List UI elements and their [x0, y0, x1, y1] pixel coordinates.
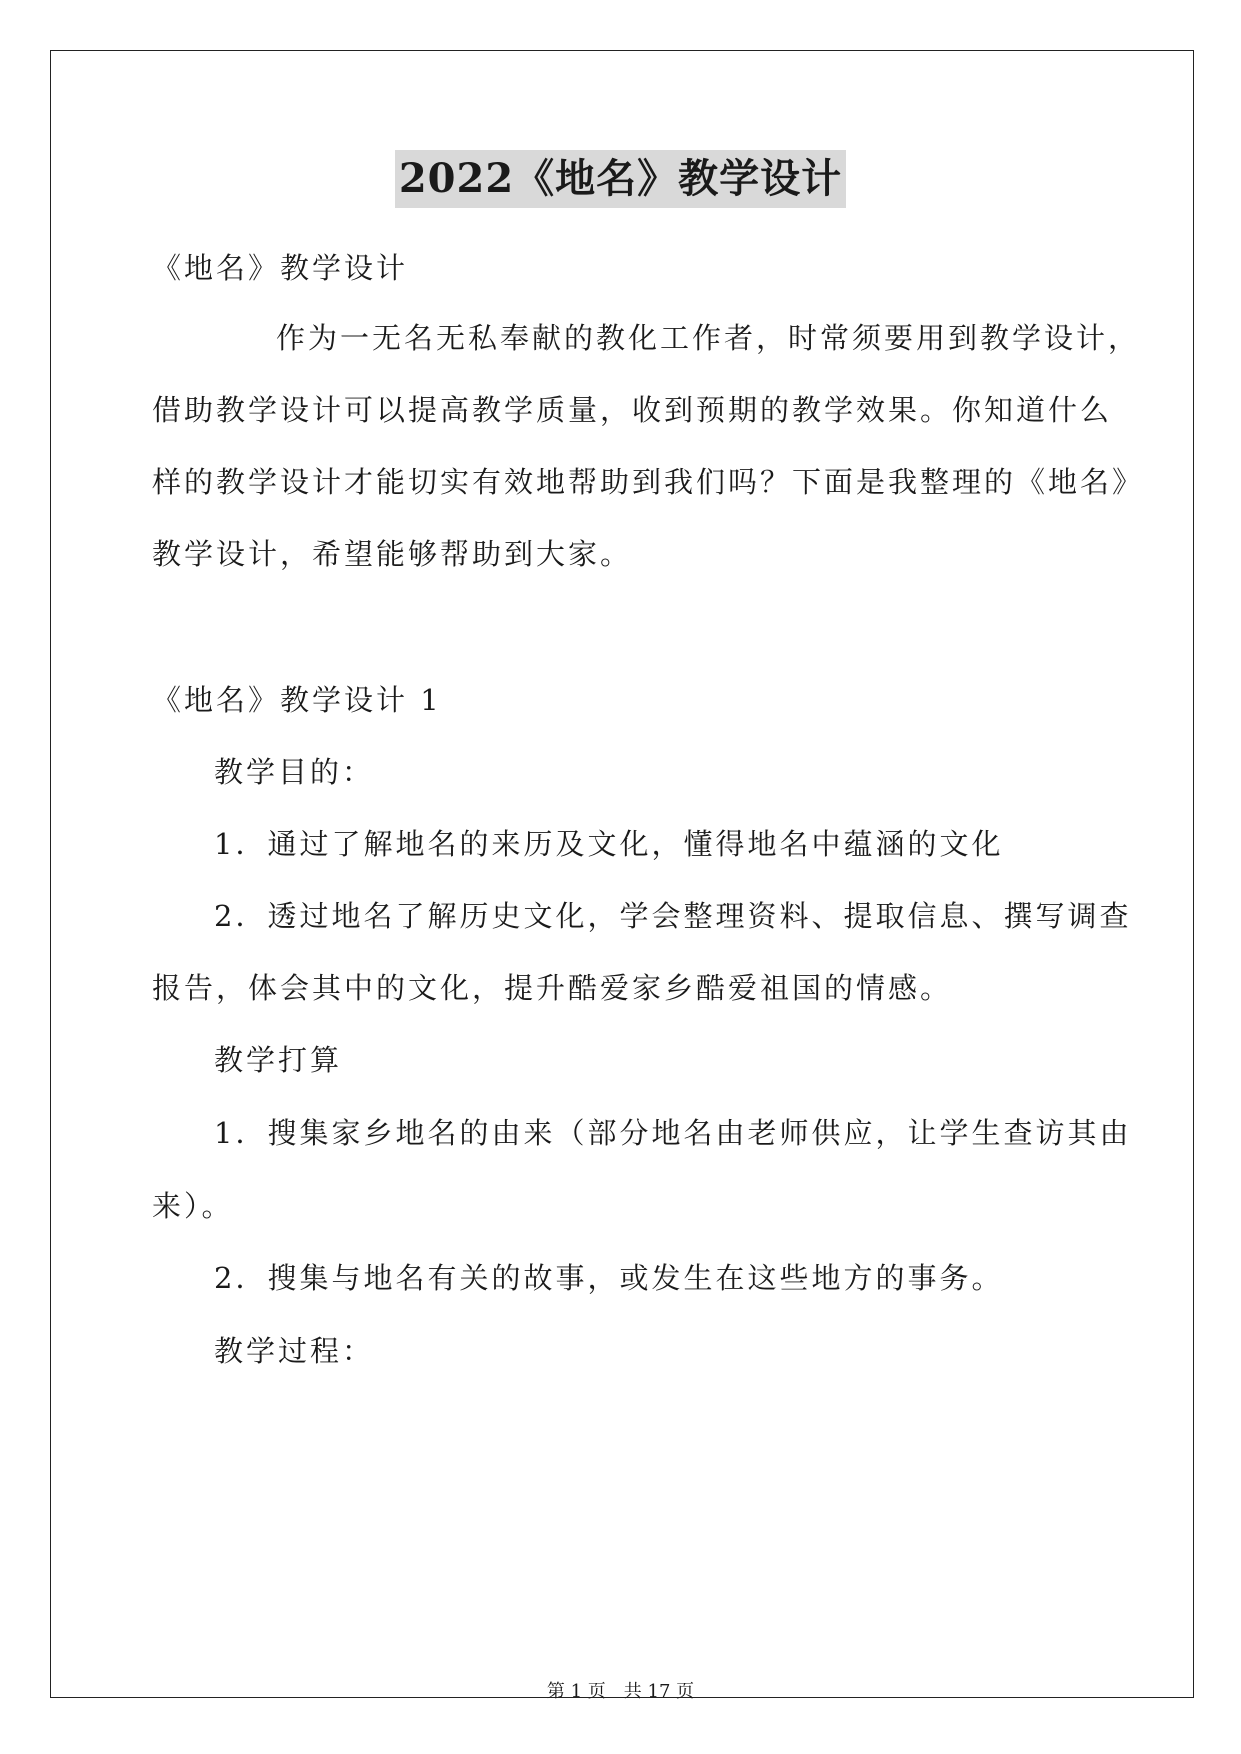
page-footer: 第 1 页 共 17 页: [546, 1681, 695, 1702]
objectives-heading: 教学目的：: [214, 755, 375, 789]
objective-2-line-2: 报告，体会其中的文化，提升酷爱家乡酷爱祖国的情感。: [152, 971, 953, 1005]
objective-1: 1．通过了解地名的来历及文化，懂得地名中蕴涵的文化: [214, 827, 1004, 861]
page-border: [50, 50, 1194, 1698]
objective-2-line-1: 2．透过地名了解历史文化，学会整理资料、提取信息、撰写调查: [214, 899, 1132, 933]
preparation-2: 2．搜集与地名有关的故事，或发生在这些地方的事务。: [214, 1261, 1004, 1295]
intro-line-2: 借助教学设计可以提高教学质量，收到预期的教学效果。你知道什么: [152, 393, 1113, 427]
preparation-1-line-2: 来）。: [152, 1189, 234, 1223]
intro-line-4: 教学设计，希望能够帮助到大家。: [152, 537, 633, 571]
intro-line-3: 样的教学设计才能切实有效地帮助到我们吗？下面是我整理的《地名》: [152, 465, 1145, 499]
document-title: 2022《地名》教学设计: [395, 150, 846, 208]
preparation-1-line-1: 1．搜集家乡地名的由来（部分地名由老师供应，让学生查访其由: [214, 1116, 1132, 1150]
intro-line-1: 作为一无名无私奉献的教化工作者，时常须要用到教学设计，: [276, 321, 1141, 355]
subtitle: 《地名》教学设计: [152, 251, 409, 285]
preparation-heading: 教学打算: [214, 1043, 343, 1077]
section-heading: 《地名》教学设计 1: [152, 683, 442, 717]
process-heading: 教学过程：: [214, 1334, 375, 1368]
title-container: [0, 150, 1241, 208]
